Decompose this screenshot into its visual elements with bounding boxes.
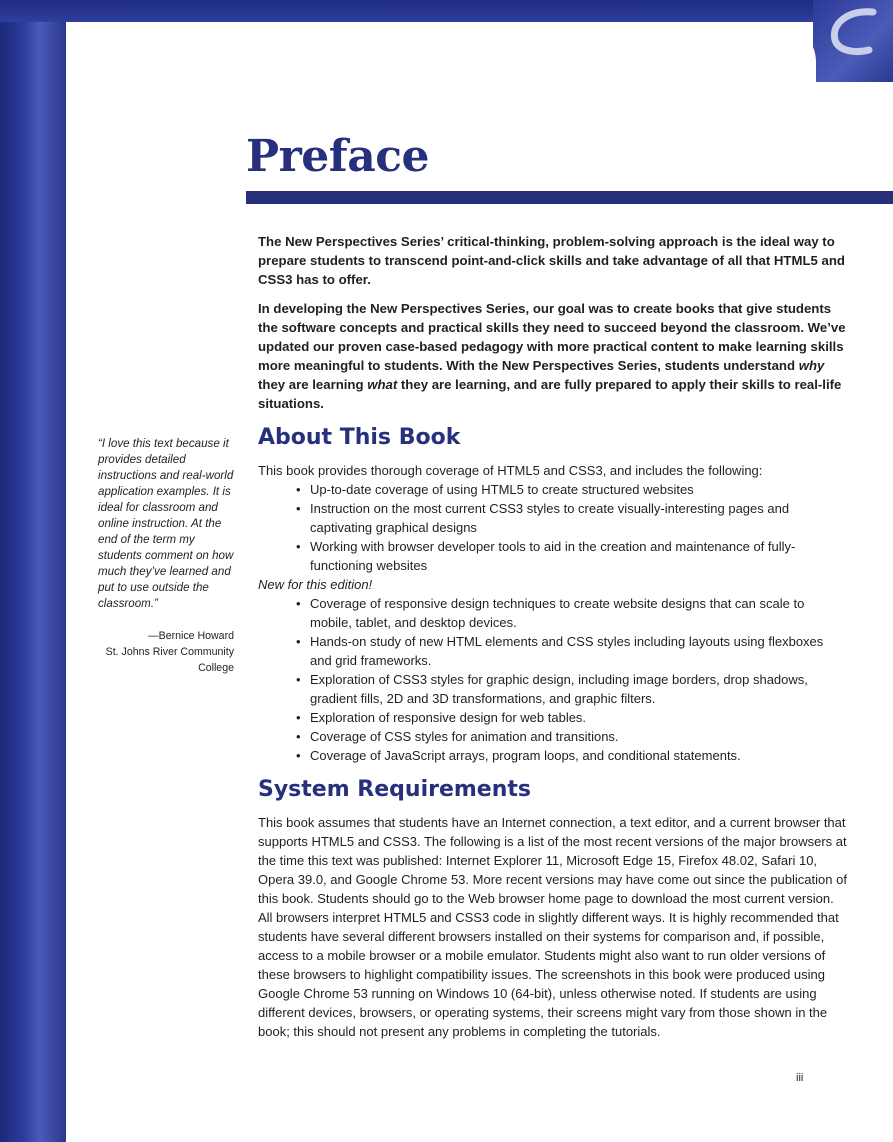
attribution-name: —Bernice Howard [148, 630, 234, 642]
about-lead: This book provides thorough coverage of HTML5 and CSS3, and includes the following: [258, 463, 763, 478]
title-rule [246, 191, 893, 204]
new-edition-label: New for this edition! [258, 577, 373, 592]
system-heading: System Requirements [258, 777, 532, 802]
list-item: • Exploration of responsive design for web tables. [310, 708, 848, 727]
intro-text-c: they are learning, and are fully prepared to apply their skills to real-life situations. [258, 377, 842, 411]
list-item: • Coverage of responsive design techniques to create website designs that can scale to mobile, tablet, and desktop devices. [310, 594, 848, 632]
intro-text-a: In developing the New Perspectives Series, our goal was to create books that give students the software concepts and practical skills they need to succeed beyond the classroom. We’ve updated our proven case-based pedagogy with more practical content to make learning skills more meaningful to students. With the New Perspectives Series, students understand [258, 301, 846, 373]
sidebar-quote: “I love this text because it provides detailed instructions and real-world application examples. It is ideal for classroom and online instruction. At the end of the term my students comment on how much they’ve learned and put to use outside the classroom.” [98, 437, 234, 610]
page-number: iii [796, 1072, 804, 1084]
intro-why: why [798, 358, 825, 373]
main-content [258, 226, 848, 1041]
about-bullet-list [258, 480, 848, 575]
attribution-org: St. Johns River Community College [105, 646, 234, 674]
system-body: This book assumes that students have an Internet connection, a text editor, and a current browser that supports HTML5 and CSS3. The following is a list of the most recent versions of the major browsers at the time this text was published: Internet Explorer 11, Microsoft Edge 15, Firefox 48.02, Safari 10, Opera 39.0, and Google Chrome 53. More recent versions may have come out since the publication of this book. Students should go to the Web browser home page to download the most current version. All browsers interpret HTML5 and CSS3 code in slightly different ways. It is highly recommended that students have several different browsers installed on their systems for comparison and, if possible, access to a mobile browser or a mobile emulator. Students might also want to run older versions of these browsers to highlight compatibility issues. The screenshots in this book were produced using Google Chrome 53 running on Windows 10 (64-bit), unless otherwise noted. If students are using different devices, browsers, or operating systems, their screens might vary from those shown in the book; this should not present any problems in completing the tutorials. [258, 815, 847, 1039]
intro-paragraph-2 [258, 299, 848, 413]
corner-swirl-icon [825, 6, 879, 60]
left-decorative-band [0, 0, 66, 1142]
list-item: • Hands-on study of new HTML elements and CSS styles including layouts using flexboxes and grid frameworks. [310, 632, 848, 670]
list-item: • Coverage of CSS styles for animation and transitions. [310, 727, 848, 746]
list-item: • Instruction on the most current CSS3 styles to create visually-interesting pages and captivating graphical designs [310, 499, 848, 537]
list-item: • Coverage of JavaScript arrays, program loops, and conditional statements. [310, 746, 848, 765]
list-item: • Working with browser developer tools to aid in the creation and maintenance of fully-functioning websites [310, 537, 848, 575]
page-title: Preface [246, 131, 429, 182]
new-edition-list [258, 594, 848, 765]
quote-attribution [80, 628, 234, 676]
about-heading: About This Book [258, 425, 461, 450]
top-decorative-band [0, 0, 893, 22]
intro-what: what [367, 377, 398, 392]
intro-text-b: they are learning [258, 377, 368, 392]
list-item: • Up-to-date coverage of using HTML5 to create structured websites [310, 480, 848, 499]
list-item: • Exploration of CSS3 styles for graphic design, including image borders, drop shadows, gradient fills, 2D and 3D transformations, and graphic filters. [310, 670, 848, 708]
intro-paragraph-1: The New Perspectives Series’ critical-thinking, problem-solving approach is the ideal way to prepare students to transcend point-and-click skills and take advantage of all that HTML5 and CSS3 has to offer. [258, 234, 845, 287]
